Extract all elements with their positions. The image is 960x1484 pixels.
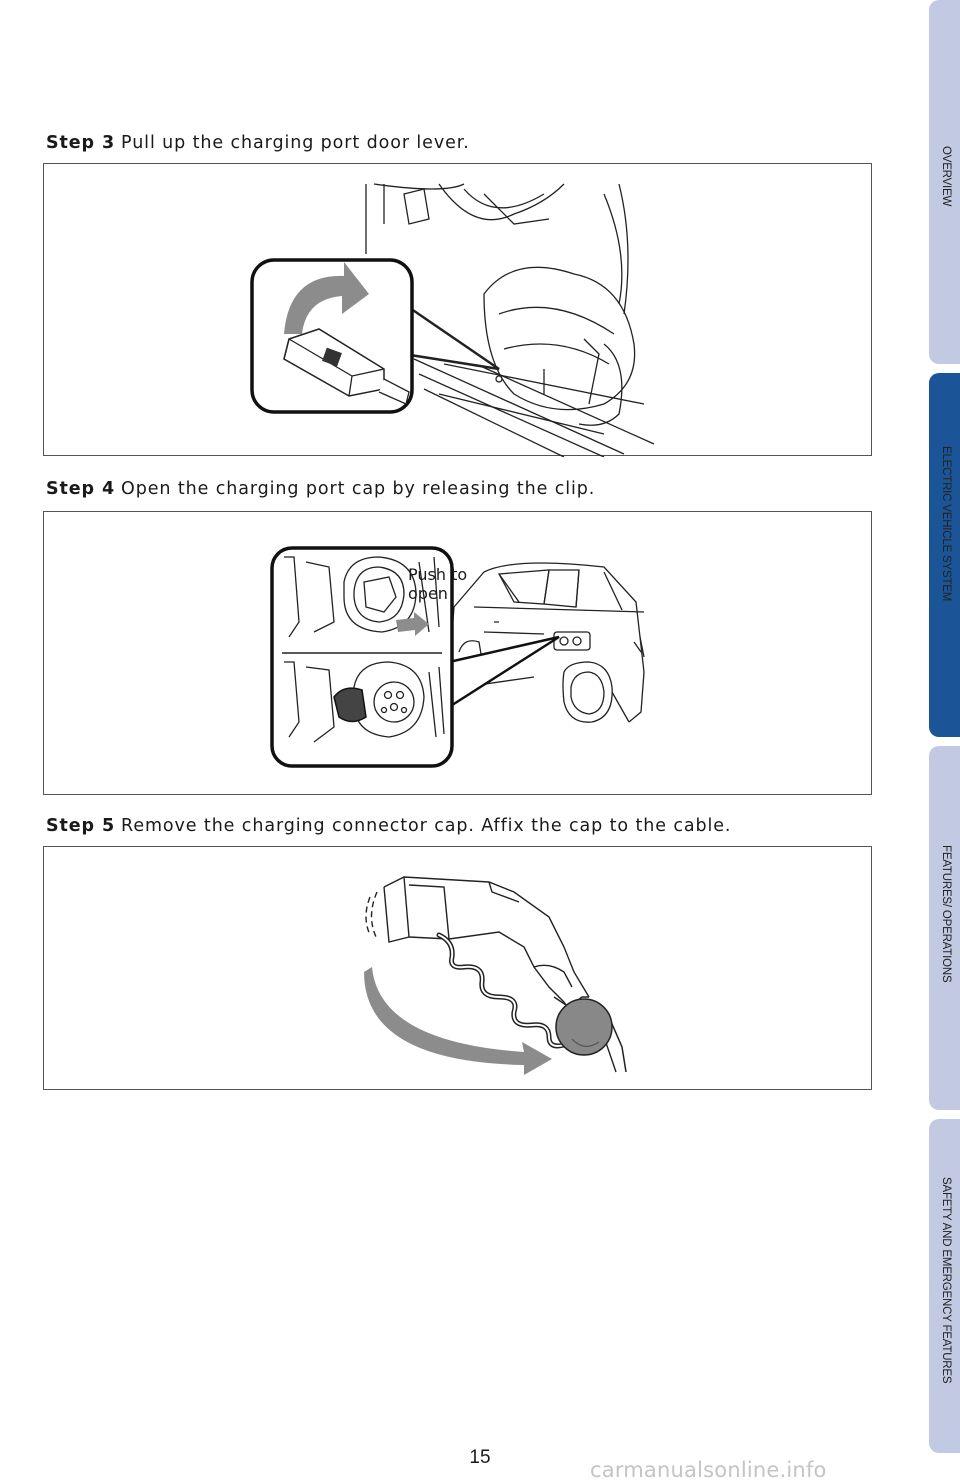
side-tab-safety-emergency-features[interactable] <box>929 1119 960 1453</box>
watermark: carmanualsonline.info <box>590 1458 827 1482</box>
page-number: 15 <box>469 1447 491 1468</box>
step-5-illustration <box>43 846 872 1090</box>
push-to-open-line-2: open <box>408 584 448 603</box>
push-to-open-callout <box>408 565 467 603</box>
side-tab-safety-emergency-features-label: SAFETY AND EMERGENCY FEATURES <box>940 1177 952 1384</box>
step-3-illustration <box>43 163 872 456</box>
charging-port-lever-illustration <box>44 164 873 457</box>
step-4-label: Step 4 <box>46 479 116 499</box>
step-4-illustration <box>43 511 872 795</box>
step-4-text: Open the charging port cap by releasing the clip. <box>121 479 596 499</box>
step-3-text: Pull up the charging port door lever. <box>121 133 470 153</box>
charging-port-cap-illustration <box>44 512 873 796</box>
step-3-label: Step 3 <box>46 133 116 153</box>
side-tab-electric-vehicle-system[interactable] <box>929 373 960 737</box>
side-tab-overview-label: OVERVIEW <box>940 146 952 207</box>
side-tab-features-operations[interactable] <box>929 746 960 1110</box>
side-tab-overview[interactable] <box>929 0 960 364</box>
side-tab-features-operations-label: FEATURES/ OPERATIONS <box>940 845 952 983</box>
step-5-text: Remove the charging connector cap. Affix the cap to the cable. <box>121 816 732 836</box>
step-5-instruction <box>46 816 731 836</box>
side-tab-electric-vehicle-system-label: ELECTRIC VEHICLE SYSTEM <box>940 446 952 602</box>
step-4-instruction <box>46 479 595 499</box>
charging-connector-cap-illustration <box>44 847 873 1091</box>
step-3-instruction <box>46 133 470 153</box>
push-to-open-line-1: Push to <box>408 565 468 584</box>
step-5-label: Step 5 <box>46 816 116 836</box>
